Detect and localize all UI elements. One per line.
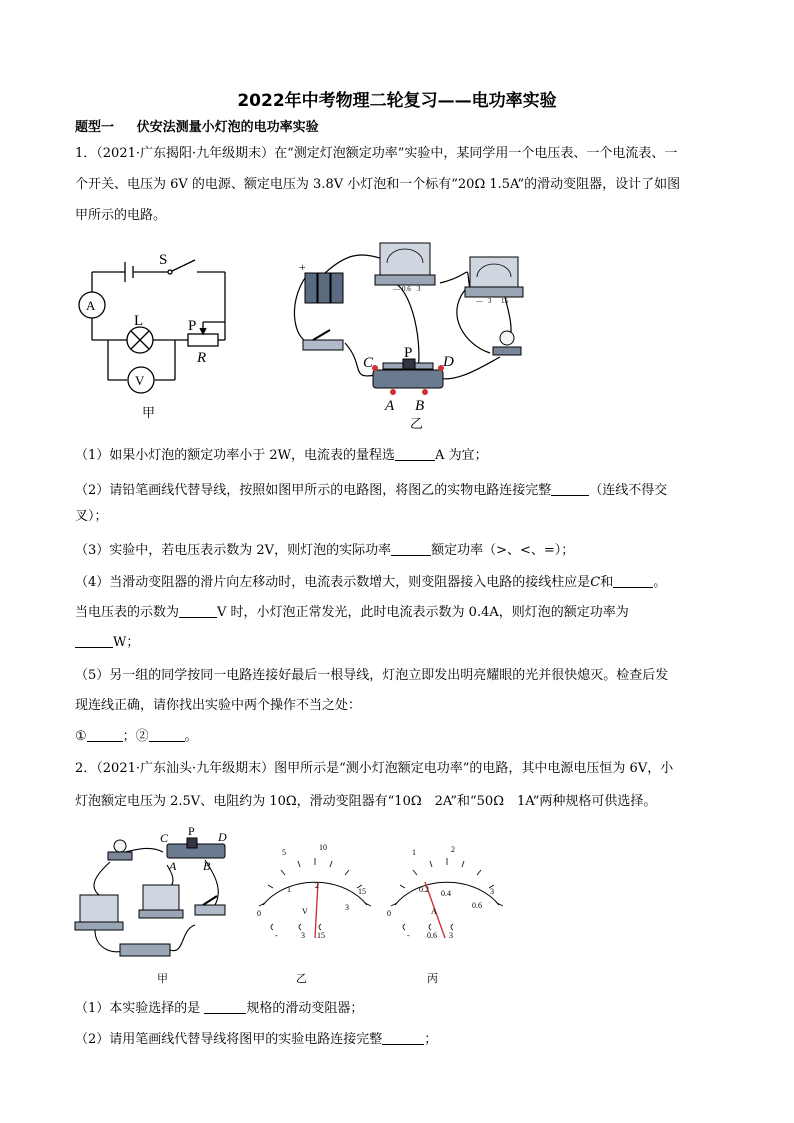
section-label: 题型一 xyxy=(75,120,115,135)
volt-terminal-15: 15 xyxy=(317,931,325,940)
terminal-c-label: C xyxy=(363,355,374,371)
amp-tick-06: 0.6 xyxy=(472,901,482,910)
amp-terminal-minus: - xyxy=(407,931,410,940)
ammeter-terminal-minus: — xyxy=(393,285,400,293)
battery-plus: + xyxy=(299,260,306,274)
amp-tick-2: 2 xyxy=(451,845,455,854)
q2-intro-line1: 2．（2021·广东汕头·九年级期末）图甲所示是“测小灯泡额定电功率”的电路，其中电源电压恒为 6V，小 xyxy=(75,761,674,776)
volt-tick-3: 3 xyxy=(345,903,349,912)
q1-intro-line1: 1．（2021·广东揭阳·九年级期末）在“测定灯泡额定功率”实验中，某同学用一个电压表、一个电流表、一 xyxy=(75,146,678,161)
answer-blank[interactable] xyxy=(149,727,185,742)
volt-terminal-3: 3 xyxy=(301,931,305,940)
q2-terminal-b: B xyxy=(203,859,211,873)
section-name: 伏安法测量小灯泡的电功率实验 xyxy=(136,120,319,135)
answer-blank[interactable] xyxy=(395,446,435,461)
amp-terminal-3: 3 xyxy=(449,931,453,940)
q1-part3: （3）实验中，若电压表示数为 2V，则灯泡的实际功率 额定功率（>、<、=）； xyxy=(75,543,575,558)
q2-fig-yi-caption: 乙 xyxy=(296,972,307,985)
q1-part2-cont: 叉）； xyxy=(75,509,108,524)
q2-terminal-d: D xyxy=(218,830,227,844)
q1-part5-line3: ① ；② 。 xyxy=(75,729,198,744)
q1-part5-line2: 现连线正确，请你找出实验中两个操作不当之处： xyxy=(75,698,362,713)
terminal-d-label: D xyxy=(443,354,454,370)
volt-tick-0: 0 xyxy=(257,909,261,918)
voltmeter-terminal-minus: — xyxy=(476,297,483,305)
ammeter-symbol: A xyxy=(86,298,96,313)
amp-tick-04: 0.4 xyxy=(441,889,451,898)
section-heading xyxy=(75,119,319,137)
answer-blank[interactable] xyxy=(204,999,246,1014)
q2-fig-bing-caption: 丙 xyxy=(427,972,438,985)
q1-intro-line3: 甲所示的电路。 xyxy=(75,208,167,223)
amp-tick-1: 1 xyxy=(412,848,416,857)
q1-part1: （1）如果小灯泡的额定功率小于 2W，电流表的量程选 A 为宜； xyxy=(75,448,488,463)
answer-blank[interactable] xyxy=(75,633,113,648)
lamp-label: L xyxy=(134,313,144,329)
q2-terminal-p: P xyxy=(188,824,195,838)
answer-blank[interactable] xyxy=(613,573,653,588)
answer-blank[interactable] xyxy=(551,481,589,496)
q1-physical-circuit xyxy=(285,235,530,435)
answer-blank[interactable] xyxy=(179,603,217,618)
q1-fig-jia-caption: 甲 xyxy=(142,406,156,421)
q1-part4-line3: W； xyxy=(75,633,139,652)
answer-blank[interactable] xyxy=(391,541,431,556)
volt-tick-1: 1 xyxy=(287,885,291,894)
q1-part2: （2）请铅笔画线代替导线，按照如图甲所示的电路图，将图乙的实物电路连接完整 （连线不得交 xyxy=(75,483,668,498)
q2-terminal-c: C xyxy=(160,831,169,845)
ammeter-terminal-3: 3 xyxy=(417,285,421,293)
q1-circuit-diagram xyxy=(75,250,240,425)
q2-intro-line2: 灯泡额定电压为 2.5V、电阻约为 10Ω，滑动变阻器有“10Ω 2A”和“50Ω 1A”两种规格可供选择。 xyxy=(75,794,657,809)
q2-voltmeter-dial xyxy=(245,830,385,950)
q2-fig-jia-caption: 甲 xyxy=(157,972,168,985)
page-title: 2022年中考物理二轮复习——电功率实验 xyxy=(237,91,557,111)
q1-fig-yi-caption: 乙 xyxy=(410,417,424,432)
switch-label: S xyxy=(159,252,168,268)
q2-terminal-a: A xyxy=(169,859,177,873)
answer-blank[interactable] xyxy=(382,1030,424,1045)
q1-part5: （5）另一组的同学按同一电路连接好最后一根导线，灯泡立即发出明亮耀眼的光并很快熄灭。检查后发 xyxy=(75,668,669,683)
volt-terminal-minus: - xyxy=(275,931,278,940)
amp-tick-02: 0.2 xyxy=(419,885,429,894)
voltmeter-terminal-15: 15 xyxy=(501,297,508,305)
q2-physical-circuit xyxy=(75,824,240,965)
q1-intro-line2: 个开关、电压为 6V 的电源、额定电压为 3.8V 小灯泡和一个标有“20Ω 1.5A”的滑动变阻器，设计了如图 xyxy=(75,177,681,192)
voltmeter-symbol: V xyxy=(135,373,145,388)
slider-label: P xyxy=(188,318,197,334)
amp-tick-0: 0 xyxy=(387,909,391,918)
voltmeter-terminal-3: 3 xyxy=(488,297,492,305)
q2-ammeter-dial xyxy=(377,830,517,950)
terminal-p-label: P xyxy=(404,345,413,361)
q1-part4-line2: 当电压表的示数为 V 时，小灯泡正常发光，此时电流表示数为 0.4A，则灯泡的额定功率为 xyxy=(75,605,629,620)
terminal-b-label: B xyxy=(415,398,425,414)
volt-tick-2: 2 xyxy=(315,881,319,890)
volt-symbol: V xyxy=(302,907,308,916)
volt-tick-5: 5 xyxy=(282,848,286,857)
volt-tick-15: 15 xyxy=(358,887,366,896)
amp-symbol: A xyxy=(431,907,437,916)
q2-part2: （2）请用笔画线代替导线将图甲的实验电路连接完整 ； xyxy=(75,1032,438,1047)
q2-part1: （1）本实验选择的是 规格的滑动变阻器； xyxy=(75,1001,364,1016)
terminal-a-label: A xyxy=(385,398,395,414)
ammeter-terminal-06: 0.6 xyxy=(402,285,411,293)
answer-blank[interactable] xyxy=(87,727,123,742)
amp-terminal-06: 0.6 xyxy=(427,931,437,940)
amp-tick-3: 3 xyxy=(490,887,494,896)
q1-part4: （4）当滑动变阻器的滑片向左移动时，电流表示数增大，则变阻器接入电路的接线柱应是C和 。 xyxy=(75,575,667,590)
volt-tick-10: 10 xyxy=(319,843,327,852)
rheostat-label: R xyxy=(197,350,207,366)
